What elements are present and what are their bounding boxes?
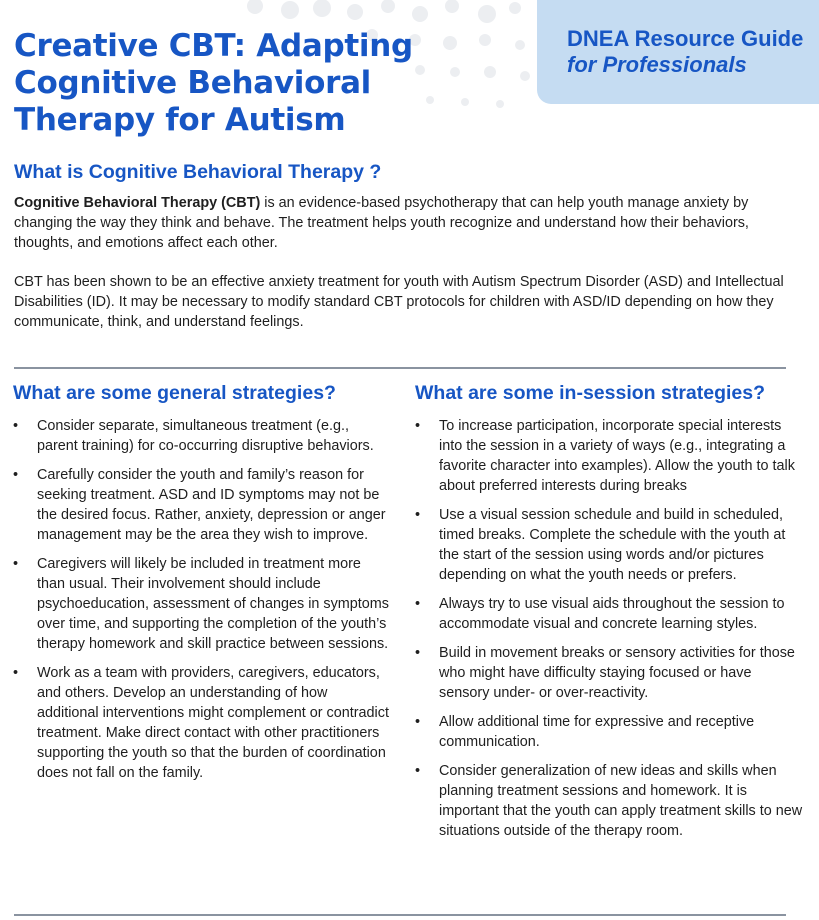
list-item [13,663,391,783]
list-item [415,761,805,841]
title-line-1: Creative CBT: Adapting [14,28,413,64]
bullet-icon: • [13,418,19,434]
intro-paragraph-2: CBT has been shown to be an effective anxiety treatment for youth with Autism Spectrum Disorder (ASD) and Intellectual Disabilities (ID). It may be necessary to modify standard CBT protocols for children with ASD/ID depending on how they communicate, think, and understand feelings. [14,274,784,330]
badge-subtitle: for Professionals [567,52,747,77]
general-strategies-column [13,416,391,792]
title-line-3: Therapy for Autism [14,102,346,138]
what-is-cbt-heading: What is Cognitive Behavioral Therapy ? [14,161,382,183]
list-item-text: Work as a team with providers, caregivers, educators, and others. Develop an understanding of how additional interventions might complement or contradict treatment. Make direct contact with other practitioners supporting the youth so that the burden of coordination does not fall on the family. [37,665,389,781]
list-item-text: Build in movement breaks or sensory activities for those who might have difficulty staying focused or have sensory under- or over-reactivity. [439,645,795,701]
list-item-text: Use a visual session schedule and build in scheduled, timed breaks. Complete the schedule with the youth at the start of the session using words and/or pictures depending on what the youth needs or prefers. [439,507,786,583]
bullet-icon: • [415,596,421,612]
in-session-strategies-list [415,416,805,841]
bullet-icon: • [13,467,19,483]
list-item [13,416,391,456]
cbt-term: Cognitive Behavioral Therapy (CBT) [14,195,261,211]
list-item [415,505,805,585]
in-session-strategies-column [415,416,805,850]
bullet-icon: • [415,418,421,434]
section-divider-top [14,367,786,369]
section-divider-bottom [14,914,786,916]
list-item [415,594,805,634]
list-item [13,554,391,654]
bullet-icon: • [13,556,19,572]
list-item-text: Allow additional time for expressive and receptive communication. [439,714,755,750]
list-item [415,643,805,703]
bullet-icon: • [415,507,421,523]
list-item-text: Caregivers will likely be included in treatment more than usual. Their involvement should include psychoeducation, assessment of changes in symptoms over time, and supporting the completion of the youth’s therapy homework and skill practice between sessions. [37,556,389,652]
list-item-text: Carefully consider the youth and family’s reason for seeking treatment. ASD and ID symptoms may not be the desired focus. Rather, anxiety, depression or anger management may be the area they wish to improve. [37,467,386,543]
list-item [415,712,805,752]
bullet-icon: • [13,665,19,681]
list-item-text: To increase participation, incorporate special interests into the session in a variety of ways (e.g., integrating a favorite character into examples). Allow the youth to talk about preferred interests during breaks [439,418,795,494]
intro-paragraph-1 [14,193,794,253]
bullet-icon: • [415,763,421,779]
badge-title: DNEA Resource Guide [567,26,804,51]
intro-paragraph-1-text: is an evidence-based psychotherapy that can help youth manage anxiety by changing the way they think and behave. The treatment helps youth recognize and understand how their behaviors, thoughts, and emotions affect each other. [14,195,749,251]
list-item [415,416,805,496]
bullet-icon: • [415,645,421,661]
resource-guide-badge [537,0,819,104]
list-item-text: Always try to use visual aids throughout the session to accommodate visual and concrete learning styles. [439,596,785,632]
general-strategies-list [13,416,391,783]
page-title [14,28,413,139]
title-line-2: Cognitive Behavioral [14,65,372,101]
bullet-icon: • [415,714,421,730]
general-strategies-heading: What are some general strategies? [13,382,336,404]
in-session-strategies-heading: What are some in-session strategies? [415,382,766,404]
list-item-text: Consider separate, simultaneous treatment (e.g., parent training) for co-occurring disruptive behaviors. [37,418,374,454]
list-item [13,465,391,545]
list-item-text: Consider generalization of new ideas and skills when planning treatment sessions and homework. It is important that the youth can apply treatment skills to new situations outside of the therapy room. [439,763,803,839]
